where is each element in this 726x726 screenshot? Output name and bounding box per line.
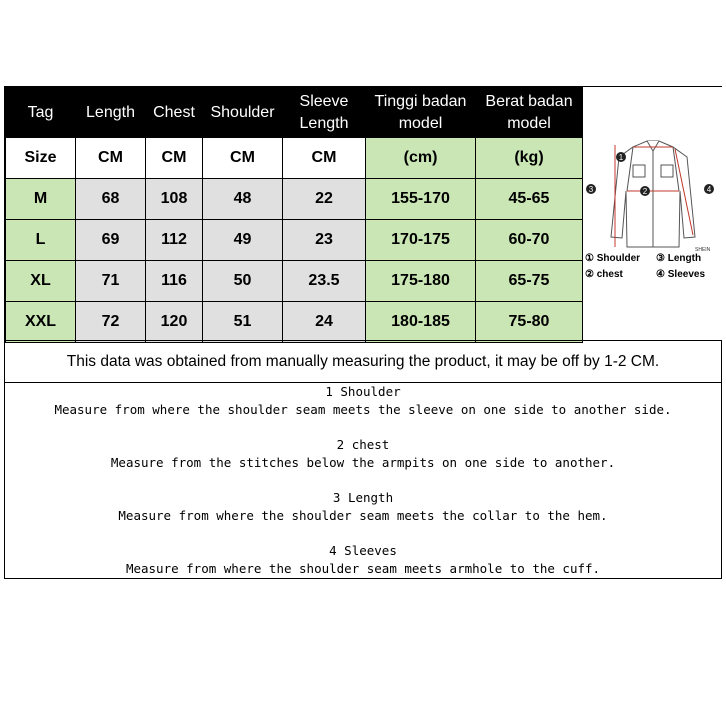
cell-height: 170-175 [366, 220, 476, 261]
size-chart [4, 86, 722, 579]
cell-length: 69 [76, 220, 146, 261]
cell-length: 71 [76, 261, 146, 302]
header-model-weight [476, 88, 583, 138]
instruction-description: Measure from where the shoulder seam meets armhole to the cuff. [125, 561, 601, 576]
table-row [6, 220, 583, 261]
cell-size: L [6, 220, 76, 261]
cell-chest: 108 [146, 179, 203, 220]
instruction-description: Measure from where the shoulder seam meets the sleeve on one side to another side. [54, 402, 672, 417]
units-length: CM [76, 138, 146, 179]
units-weight: (kg) [476, 138, 583, 179]
units-height: (cm) [366, 138, 476, 179]
measurement-instructions [5, 383, 721, 595]
brand-logo: SHEIN [695, 247, 711, 253]
legend-sleeves: ④ Sleeves [656, 269, 705, 280]
legend-shoulder: ① Shoulder [585, 253, 641, 264]
cell-shoulder: 51 [203, 302, 283, 343]
cell-size: XXL [6, 302, 76, 343]
cell-chest: 120 [146, 302, 203, 343]
units-row [6, 138, 583, 179]
table-row [6, 179, 583, 220]
right-pocket [661, 165, 673, 177]
instruction-item [5, 489, 721, 542]
cell-shoulder: 48 [203, 179, 283, 220]
cell-height: 155-170 [366, 179, 476, 220]
units-shoulder: CM [203, 138, 283, 179]
cell-chest: 116 [146, 261, 203, 302]
cell-sleeve: 24 [283, 302, 366, 343]
table-row [6, 302, 583, 343]
cell-length: 68 [76, 179, 146, 220]
cell-sleeve: 23.5 [283, 261, 366, 302]
header-weight-line2: model [507, 114, 551, 132]
marker-4-label: 4 [706, 185, 712, 194]
measurement-diagram [582, 87, 722, 340]
instruction-item [5, 383, 721, 436]
left-pocket [633, 165, 645, 177]
header-model-height [366, 88, 476, 138]
cell-chest: 112 [146, 220, 203, 261]
instruction-title: 2 chest [336, 437, 390, 452]
header-height-line1: Tinggi badan [374, 92, 467, 110]
units-chest: CM [146, 138, 203, 179]
header-weight-line1: Berat badan [485, 92, 573, 110]
cell-length: 72 [76, 302, 146, 343]
marker-3-label: 3 [588, 185, 594, 194]
marker-1-label: 1 [618, 153, 624, 162]
instruction-title: 4 Sleeves [329, 543, 397, 558]
header-chest: Chest [146, 88, 203, 138]
cell-height: 180-185 [366, 302, 476, 343]
header-sleeve-line1: Sleeve [299, 92, 349, 110]
legend-length: ③ Length [656, 253, 702, 264]
instruction-title: 1 Shoulder [325, 384, 401, 399]
instruction-item [5, 436, 721, 489]
size-table [5, 87, 583, 343]
cell-shoulder: 49 [203, 220, 283, 261]
cell-weight: 60-70 [476, 220, 583, 261]
instruction-description: Measure from the stitches below the armpits on one side to another. [110, 455, 616, 470]
header-height-line2: model [398, 114, 443, 132]
instruction-description: Measure from where the shoulder seam meets the collar to the hem. [118, 508, 608, 523]
header-sleeve-line2: Length [299, 114, 349, 132]
units-size: Size [6, 138, 76, 179]
shirt-illustration [583, 87, 722, 340]
cell-weight: 45-65 [476, 179, 583, 220]
legend-chest: ② chest [585, 269, 623, 280]
cell-weight: 65-75 [476, 261, 583, 302]
header-tag: Tag [6, 88, 76, 138]
units-sleeve: CM [283, 138, 366, 179]
cell-size: XL [6, 261, 76, 302]
header-sleeve-length [283, 88, 366, 138]
table-header-row [6, 88, 583, 138]
cell-sleeve: 23 [283, 220, 366, 261]
cell-weight: 75-80 [476, 302, 583, 343]
table-row [6, 261, 583, 302]
header-shoulder: Shoulder [203, 88, 283, 138]
cell-height: 175-180 [366, 261, 476, 302]
cell-size: M [6, 179, 76, 220]
instruction-item [5, 542, 721, 595]
measurement-note: This data was obtained from manually measuring the product, it may be off by 1-2 CM. [5, 340, 721, 383]
header-length: Length [76, 88, 146, 138]
cell-shoulder: 50 [203, 261, 283, 302]
marker-2-label: 2 [642, 187, 648, 196]
instruction-title: 3 Length [332, 490, 394, 505]
cell-sleeve: 22 [283, 179, 366, 220]
